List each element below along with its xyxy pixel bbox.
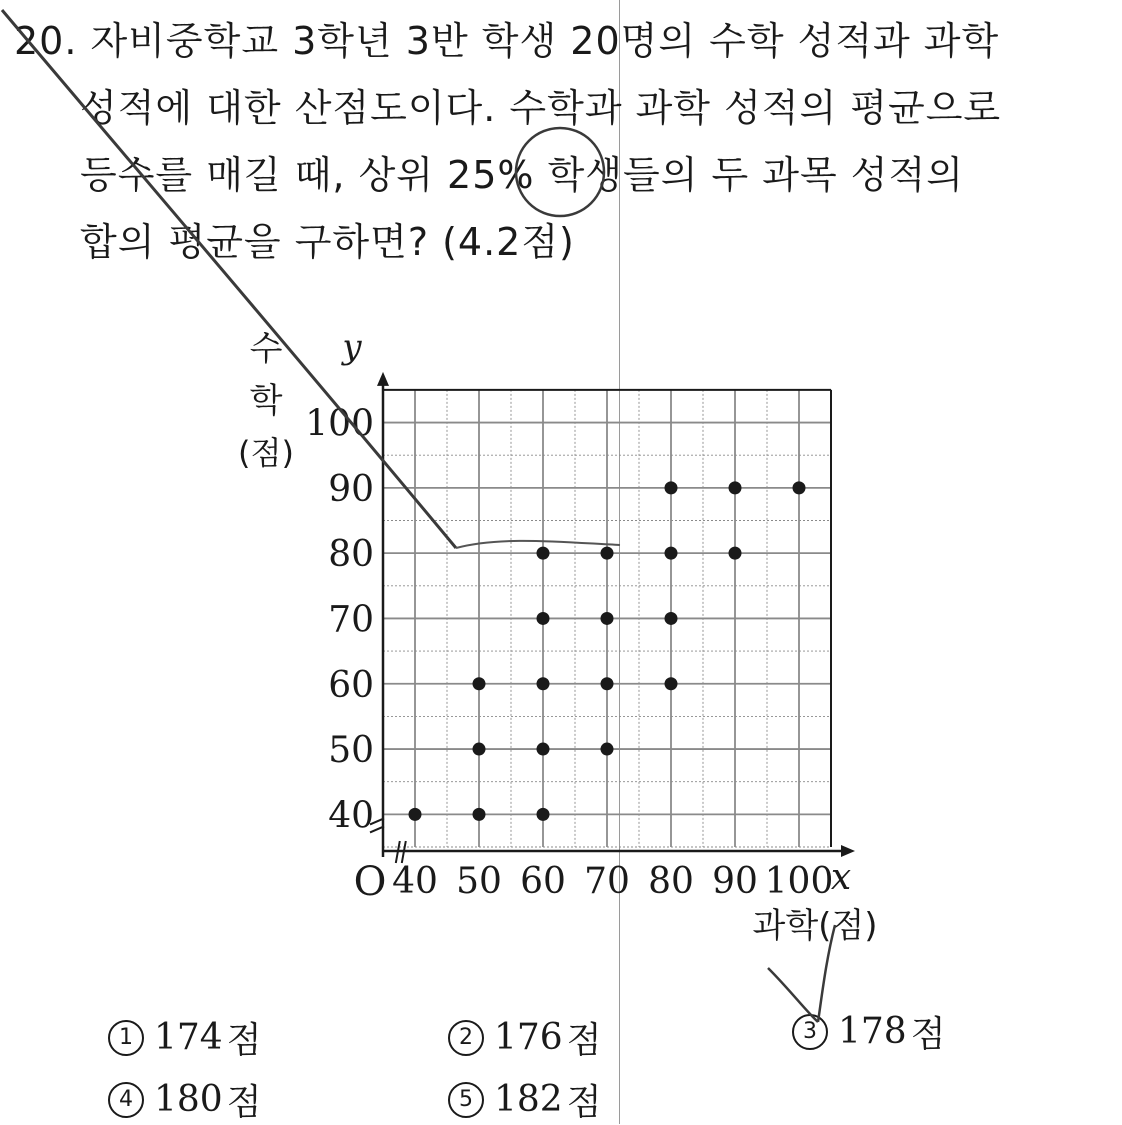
x-axis-symbol: x <box>830 857 852 898</box>
question-line-2: 성적에 대한 산점도이다. 수학과 과학 성적의 평균으로 <box>80 86 1002 130</box>
choice-1-value: 174 <box>154 1017 223 1058</box>
choice-3-unit: 점 <box>910 1014 946 1055</box>
choice-2-unit: 점 <box>566 1020 602 1061</box>
choice-5-unit: 점 <box>566 1082 602 1123</box>
x-axis-arrow <box>841 845 855 857</box>
choice-2[interactable] <box>448 1012 602 1063</box>
x-tick-label: 40 <box>392 861 438 902</box>
y-tick-label: 90 <box>328 468 374 510</box>
choice-3-value: 178 <box>838 1011 907 1052</box>
choice-3[interactable] <box>792 1006 946 1057</box>
data-point <box>665 677 678 690</box>
y-axis-symbol: y <box>342 327 362 367</box>
choice-3-number: 3 <box>792 1014 828 1050</box>
question-line-3: 등수를 매길 때, 상위 25% 학생들의 두 과목 성적의 <box>80 153 964 197</box>
data-point <box>665 481 678 494</box>
x-tick-label: 60 <box>520 861 566 902</box>
data-point <box>601 743 614 756</box>
data-point <box>537 808 550 821</box>
choice-4-value: 180 <box>154 1079 223 1120</box>
y-axis-arrow <box>377 372 389 386</box>
data-point <box>793 481 806 494</box>
answer-choices <box>0 1000 1122 1123</box>
question-line-1: 20. 자비중학교 3학년 3반 학생 20명의 수학 성적과 과학 <box>14 19 1000 63</box>
choice-1-unit: 점 <box>226 1020 262 1061</box>
y-axis-title-3: (점) <box>238 434 294 472</box>
y-tick-label: 100 <box>305 403 374 445</box>
data-point <box>601 612 614 625</box>
x-tick-label: 80 <box>648 861 694 902</box>
data-point <box>601 677 614 690</box>
choice-5-value: 182 <box>494 1079 563 1120</box>
choice-5-number: 5 <box>448 1082 484 1118</box>
data-point <box>665 612 678 625</box>
y-tick-label: 70 <box>328 599 374 641</box>
data-point <box>537 743 550 756</box>
data-point <box>601 547 614 560</box>
y-axis-title-2: 학 <box>249 381 283 421</box>
data-point <box>409 808 422 821</box>
question-line-4: 합의 평균을 구하면? (4.2점) <box>80 220 575 264</box>
data-point <box>665 547 678 560</box>
y-tick-label: 60 <box>328 664 374 706</box>
x-tick-label: 100 <box>764 861 834 902</box>
choice-4-number: 4 <box>108 1082 144 1118</box>
x-tick-label: 90 <box>712 861 758 902</box>
data-point <box>473 743 486 756</box>
data-point <box>729 481 742 494</box>
x-tick-label: 50 <box>456 861 502 902</box>
y-tick-label: 50 <box>328 730 374 772</box>
choice-5[interactable] <box>448 1074 602 1125</box>
data-point <box>729 547 742 560</box>
data-point <box>473 677 486 690</box>
data-point <box>537 612 550 625</box>
y-tick-label: 40 <box>328 795 374 837</box>
choice-2-number: 2 <box>448 1020 484 1056</box>
data-point <box>537 547 550 560</box>
origin-label: O <box>353 859 387 905</box>
x-axis-title: 과학(점) <box>752 906 878 946</box>
y-axis-title-1: 수 <box>249 329 283 369</box>
x-tick-label: 70 <box>584 861 630 902</box>
choice-1[interactable] <box>108 1012 262 1063</box>
choice-1-number: 1 <box>108 1020 144 1056</box>
choice-4-unit: 점 <box>226 1082 262 1123</box>
choice-2-value: 176 <box>494 1017 563 1058</box>
y-tick-label: 80 <box>328 534 374 576</box>
data-point <box>473 808 486 821</box>
choice-4[interactable] <box>108 1074 262 1125</box>
data-point <box>537 677 550 690</box>
